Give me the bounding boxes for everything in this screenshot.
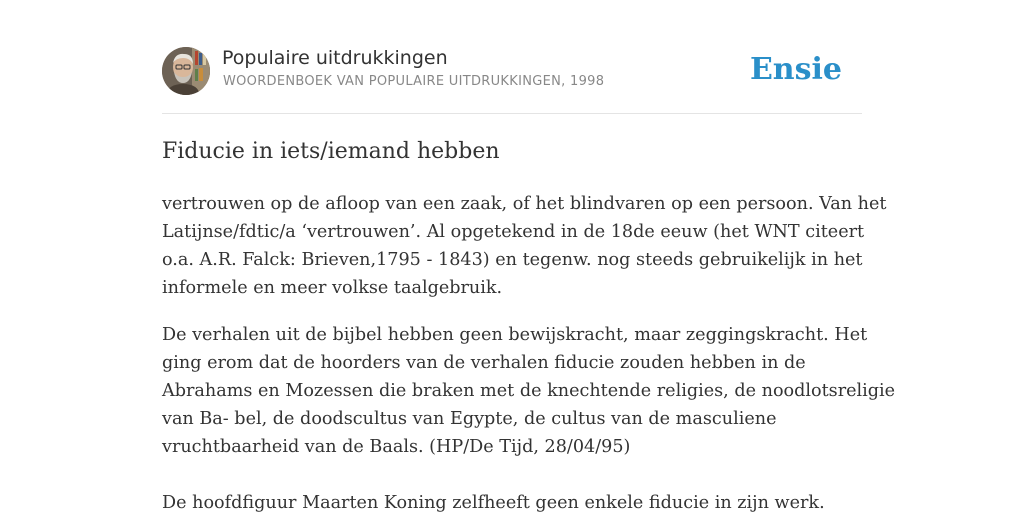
ensie-logo[interactable]: Ensie	[749, 52, 842, 87]
text-line: vertrouwen op de afloop van een zaak, of het blindvaren op een persoon. Van het	[162, 194, 887, 214]
text-line: o.a. A.R. Falck: Brieven,1795 - 1843) en tegenw. nog steeds gebruikelijk in het	[162, 250, 863, 270]
header-divider	[162, 113, 862, 114]
entry-body	[162, 190, 896, 512]
quote-paragraph	[162, 489, 862, 512]
text-line: vruchtbaarheid van de Baals. (HP/De Tijd, 28/04/95)	[162, 437, 631, 457]
source-title[interactable]: Populaire uitdrukkingen	[222, 47, 448, 69]
author-avatar[interactable]	[162, 47, 210, 95]
source-header	[162, 46, 862, 96]
entry-title: Fiducie in iets/iemand hebben	[162, 139, 500, 164]
text-line: informele en meer volkse taalgebruik.	[162, 278, 503, 298]
text-line: ging erom dat de hoorders van de verhalen fiducie zouden hebben in de	[162, 353, 806, 373]
text-line: De hoofdfiguur Maarten Koning zelfheeft geen enkele fiducie in zijn werk.	[162, 493, 825, 512]
text-line: Latijnse/fdtic/a ‘vertrouwen’. Al opgetekend in de 18de eeuw (het WNT citeert	[162, 222, 865, 242]
definition-paragraph	[162, 190, 887, 302]
quote-paragraph	[162, 321, 896, 461]
text-line: De verhalen uit de bijbel hebben geen bewijskracht, maar zeggingskracht. Het	[162, 325, 868, 345]
text-line: van Ba- bel, de doodscultus van Egypte, de cultus van de masculiene	[162, 409, 777, 429]
source-subtitle: WOORDENBOEK VAN POPULAIRE UITDRUKKINGEN, 1998	[223, 74, 605, 89]
text-line: Abrahams en Mozessen die braken met de knechtende religies, de noodlotsreligie	[162, 381, 896, 401]
